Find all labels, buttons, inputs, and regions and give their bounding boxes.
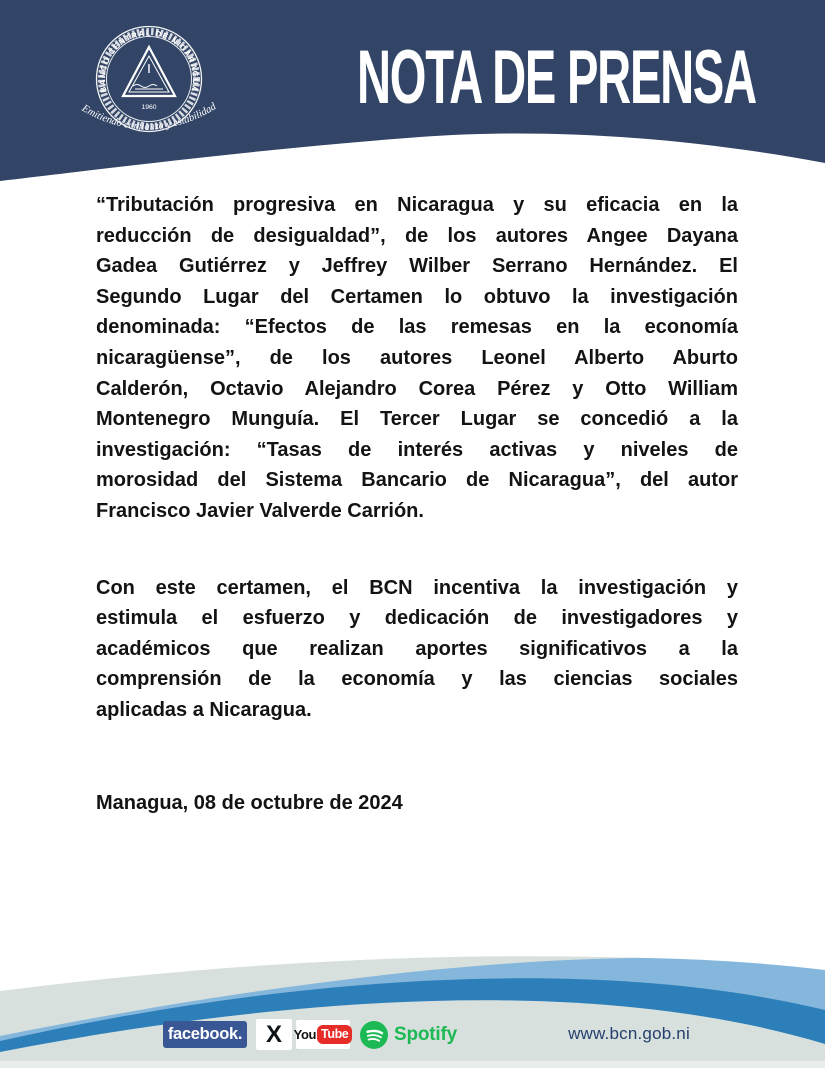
text-line: Calderón, Octavio Alejandro Corea Pérez y Otto William: [96, 377, 738, 400]
website-url[interactable]: www.bcn.gob.ni: [568, 1024, 690, 1043]
dateline: Managua, 08 de octubre de 2024: [96, 791, 403, 814]
text-line: Montenegro Munguía. El Tercer Lugar se concedió a la: [96, 408, 738, 431]
spotify-label: Spotify: [394, 1023, 457, 1045]
youtube-you-label: You: [293, 1027, 317, 1042]
youtube-tube-label: Tube: [317, 1025, 352, 1044]
x-twitter-icon[interactable]: [256, 1019, 292, 1050]
logo-ring-text: BANCO CENTRAL DE NICARAGUA: [97, 28, 201, 94]
text-line: comprensión de la economía y las ciencias sociales: [96, 668, 738, 691]
text-line: “Tributación progresiva en Nicaragua y su eficacia en la: [96, 194, 738, 216]
logo-motto: Emitiendo confianza y estabilidad: [79, 101, 219, 133]
text-line: denominada: “Efectos de las remesas en la economía: [96, 316, 738, 339]
text-line: morosidad del Sistema Bancario de Nicaragua”, del autor: [96, 469, 738, 492]
page-title: NOTA DE PRENSA: [357, 35, 756, 120]
facebook-label: facebook.: [167, 1025, 243, 1043]
spotify-circle-icon: [360, 1021, 388, 1049]
logo-year: 1960: [141, 104, 157, 111]
paragraph-closing: [96, 573, 738, 726]
text-line: Segundo Lugar del Certamen lo obtuvo la investigación: [96, 285, 738, 308]
paragraph-winners: [96, 190, 738, 527]
text-line: nicaragüense”, de los autores Leonel Alberto Aburto: [96, 346, 738, 369]
text-line: Con este certamen, el BCN incentiva la investigación y: [96, 576, 738, 599]
text-line: Francisco Javier Valverde Carrión.: [96, 499, 424, 522]
text-line: académicos que realizan aportes significativos a la: [96, 637, 738, 660]
text-line: Gadea Gutiérrez y Jeffrey Wilber Serrano Hernández. El: [96, 255, 738, 278]
text-line: estimula el esfuerzo y dedicación de investigadores y: [96, 607, 738, 630]
text-line: investigación: “Tasas de interés activas y niveles de: [96, 438, 738, 461]
text-line: aplicadas a Nicaragua.: [96, 698, 312, 721]
text-line: reducción de desigualdad”, de los autores Angee Dayana: [96, 224, 738, 247]
facebook-icon[interactable]: [163, 1021, 247, 1048]
spotify-icon[interactable]: [360, 1020, 457, 1049]
youtube-icon[interactable]: [293, 1020, 350, 1049]
press-release-body: [96, 190, 738, 818]
x-label: X: [265, 1020, 282, 1048]
footer-bottom-strip: [0, 1061, 825, 1068]
